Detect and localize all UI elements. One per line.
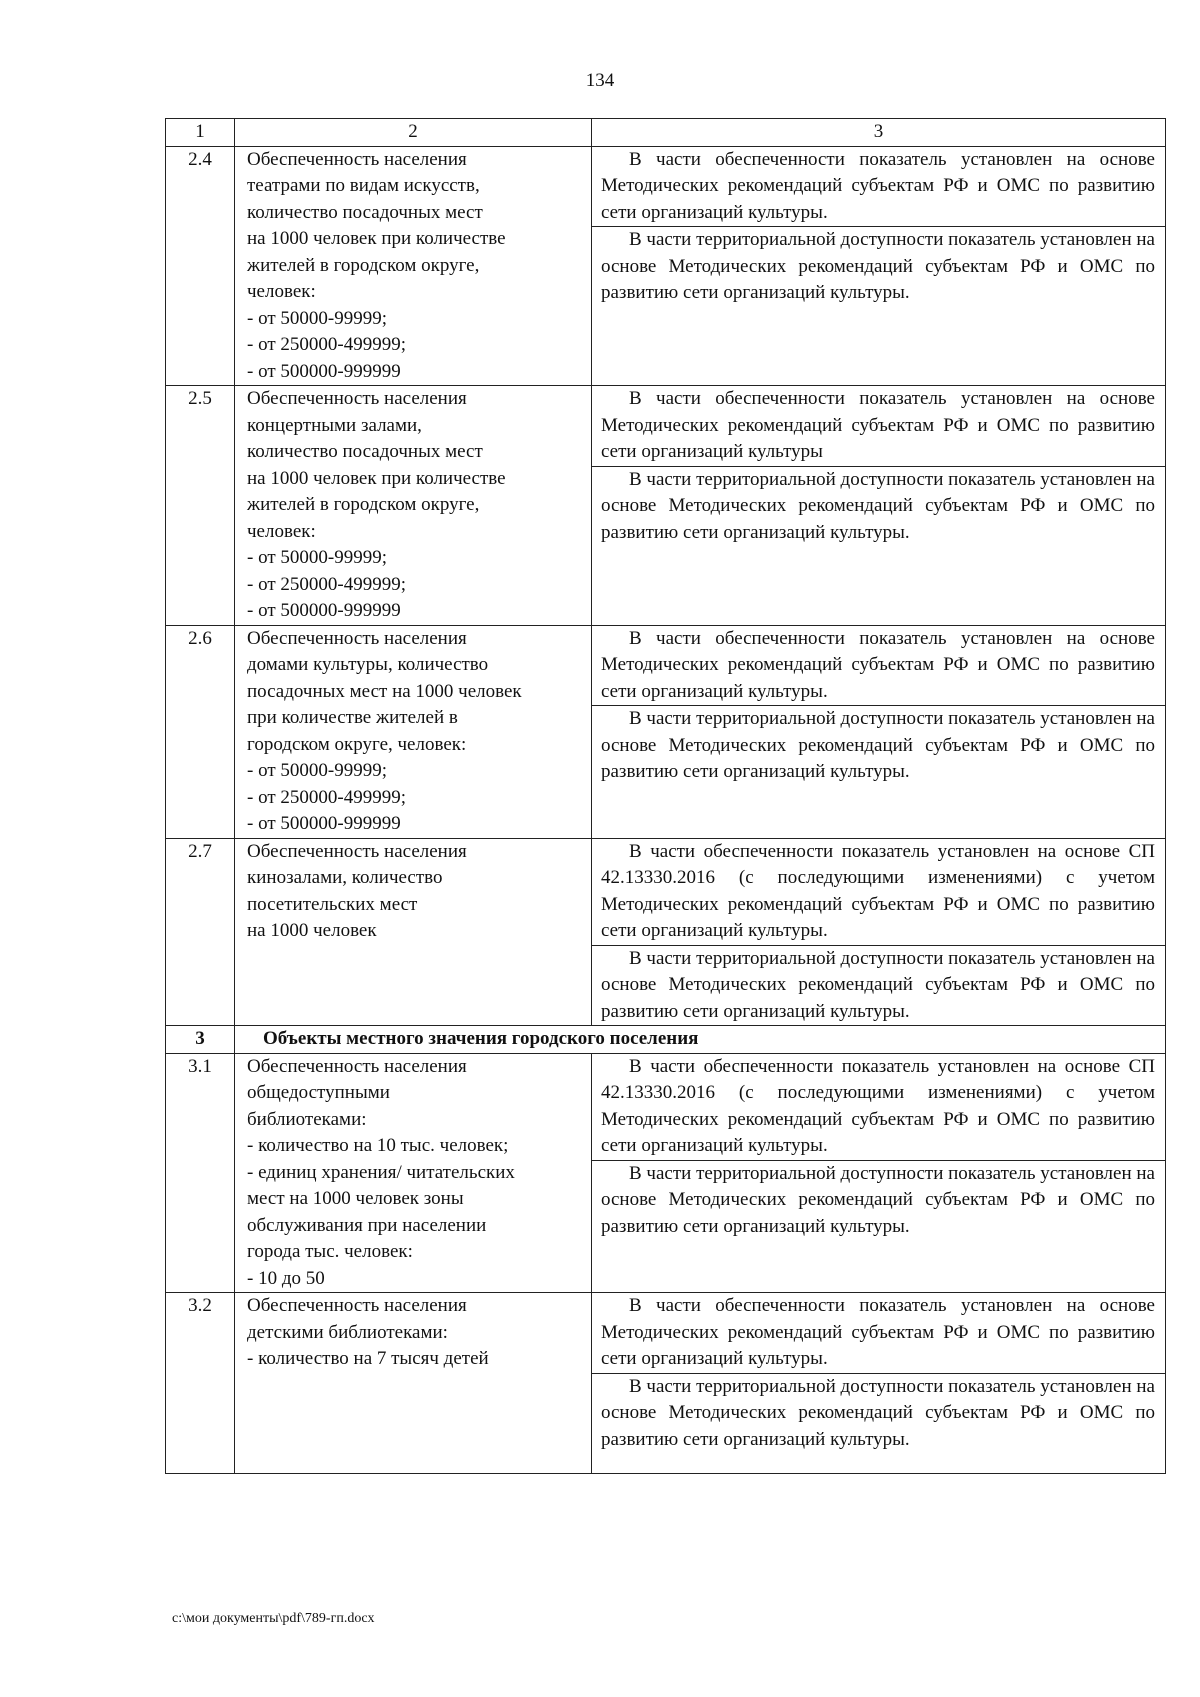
section-row	[166, 1026, 1166, 1054]
table-header-row	[166, 119, 1166, 147]
description-line: общедоступными	[247, 1082, 390, 1103]
header-col-3: 3	[592, 119, 1166, 147]
description-line: детскими библиотеками:	[247, 1321, 448, 1343]
description-line: театрами по видам искусств,	[247, 175, 480, 196]
provision-note: В части обеспеченности показатель установлен на основе Методических рекомендаций субъектам РФ и ОМС по развитию сети организаций культуры.	[601, 1295, 1155, 1369]
description-line: на 1000 человек при количестве	[247, 467, 506, 489]
table-row	[166, 386, 1166, 626]
row-justification	[592, 838, 1166, 1026]
description-line: жителей в городском округе,	[247, 494, 480, 515]
description-line: городском округе, человек:	[247, 733, 467, 755]
table-row	[166, 625, 1166, 838]
description-line: на 1000 человек при количестве	[247, 228, 506, 249]
description-line: при количестве жителей в	[247, 707, 458, 728]
provision-note: В части обеспеченности показатель установлен на основе СП 42.13330.2016 (с последующими изменениями) с учетом Методических рекомендаций субъектам РФ и ОМС по развитию сети организаций культуры.	[601, 1055, 1155, 1156]
table-row	[166, 1053, 1166, 1293]
description-line: - от 50000-99999;	[247, 307, 387, 329]
provision-note: В части обеспеченности показатель установлен на основе СП 42.13330.2016 (с последующими изменениями) с учетом Методических рекомендаций субъектам РФ и ОМС по развитию сети организаций культуры.	[601, 840, 1155, 941]
description-line: концертными залами,	[247, 414, 422, 436]
row-justification	[592, 625, 1166, 838]
description-line: Обеспеченность населения	[247, 1295, 467, 1316]
row-description	[235, 146, 592, 386]
table-row	[166, 1293, 1166, 1474]
row-justification	[592, 146, 1166, 386]
description-line: количество посадочных мест	[247, 441, 483, 462]
section-title: Объекты местного значения городского поселения	[235, 1026, 1166, 1054]
description-line: города тыс. человек:	[247, 1241, 413, 1262]
row-number: 3.1	[166, 1053, 235, 1293]
description-line: Обеспеченность населения	[247, 1055, 467, 1077]
row-number: 3.2	[166, 1293, 235, 1474]
description-line: - от 50000-99999;	[247, 760, 387, 781]
description-line: - от 250000-499999;	[247, 334, 406, 355]
description-line: человек:	[247, 281, 316, 302]
description-line: посадочных мест на 1000 человек	[247, 680, 522, 702]
description-line: домами культуры, количество	[247, 654, 489, 675]
description-line: жителей в городском округе,	[247, 254, 480, 276]
accessibility-note: В части территориальной доступности показатель установлен на основе Методических рекомендаций субъектам РФ и ОМС по развитию сети организаций культуры.	[592, 1373, 1165, 1454]
row-description	[235, 1293, 592, 1474]
description-line: на 1000 человек	[247, 920, 377, 941]
description-line: Обеспеченность населения	[247, 388, 467, 409]
description-line: - 10 до 50	[247, 1267, 325, 1289]
table-row	[166, 146, 1166, 386]
header-col-2: 2	[235, 119, 592, 147]
row-description	[235, 625, 592, 838]
description-line: - количество на 7 тысяч детей	[247, 1348, 489, 1369]
section-number: 3	[166, 1026, 235, 1054]
description-line: посетительских мест	[247, 893, 418, 915]
description-line: - от 500000-999999	[247, 600, 401, 621]
row-justification	[592, 386, 1166, 626]
description-line: - от 250000-499999;	[247, 573, 406, 595]
table-row	[166, 838, 1166, 1026]
indicators-table	[165, 118, 1166, 1474]
description-line: кинозалами, количество	[247, 867, 443, 888]
description-line: - от 250000-499999;	[247, 786, 406, 808]
description-line: - количество на 10 тыс. человек;	[247, 1135, 509, 1156]
accessibility-note: В части территориальной доступности показатель установлен на основе Методических рекомендаций субъектам РФ и ОМС по развитию сети организаций культуры.	[592, 945, 1165, 1026]
row-number: 2.7	[166, 838, 235, 1026]
description-line: Обеспеченность населения	[247, 627, 467, 649]
page-number: 134	[585, 70, 615, 91]
row-number: 2.5	[166, 386, 235, 626]
provision-note: В части обеспеченности показатель установлен на основе Методических рекомендаций субъектам РФ и ОМС по развитию сети организаций культуры.	[601, 148, 1155, 223]
description-line: мест на 1000 человек зоны	[247, 1188, 464, 1209]
header-col-1: 1	[166, 119, 235, 147]
accessibility-note: В части территориальной доступности показатель установлен на основе Методических рекомендаций субъектам РФ и ОМС по развитию сети организаций культуры.	[592, 466, 1165, 547]
accessibility-note: В части территориальной доступности показатель установлен на основе Методических рекомендаций субъектам РФ и ОМС по развитию сети организаций культуры.	[592, 705, 1165, 786]
description-line: - единиц хранения/ читательских	[247, 1161, 515, 1183]
accessibility-note: В части территориальной доступности показатель установлен на основе Методических рекомендаций субъектам РФ и ОМС по развитию сети организаций культуры.	[592, 1160, 1165, 1241]
provision-note: В части обеспеченности показатель установлен на основе Методических рекомендаций субъектам РФ и ОМС по развитию сети организаций культуры.	[601, 627, 1155, 702]
description-line: количество посадочных мест	[247, 201, 483, 223]
file-path-footer: c:\мои документы\pdf\789-гп.docx	[172, 1611, 375, 1626]
provision-note: В части обеспеченности показатель установлен на основе Методических рекомендаций субъектам РФ и ОМС по развитию сети организаций культуры	[601, 388, 1155, 462]
row-description	[235, 386, 592, 626]
description-line: библиотеками:	[247, 1108, 367, 1130]
description-line: человек:	[247, 520, 316, 542]
description-line: Обеспеченность населения	[247, 840, 467, 862]
row-number: 2.4	[166, 146, 235, 386]
description-line: обслуживания при населении	[247, 1214, 487, 1236]
row-description	[235, 1053, 592, 1293]
row-number: 2.6	[166, 625, 235, 838]
description-line: Обеспеченность населения	[247, 148, 467, 170]
description-line: - от 500000-999999	[247, 360, 401, 382]
row-justification	[592, 1053, 1166, 1293]
description-line: - от 500000-999999	[247, 813, 401, 834]
description-line: - от 50000-99999;	[247, 547, 387, 568]
row-description	[235, 838, 592, 1026]
accessibility-note: В части территориальной доступности показатель установлен на основе Методических рекомендаций субъектам РФ и ОМС по развитию сети организаций культуры.	[592, 226, 1165, 307]
row-justification	[592, 1293, 1166, 1474]
